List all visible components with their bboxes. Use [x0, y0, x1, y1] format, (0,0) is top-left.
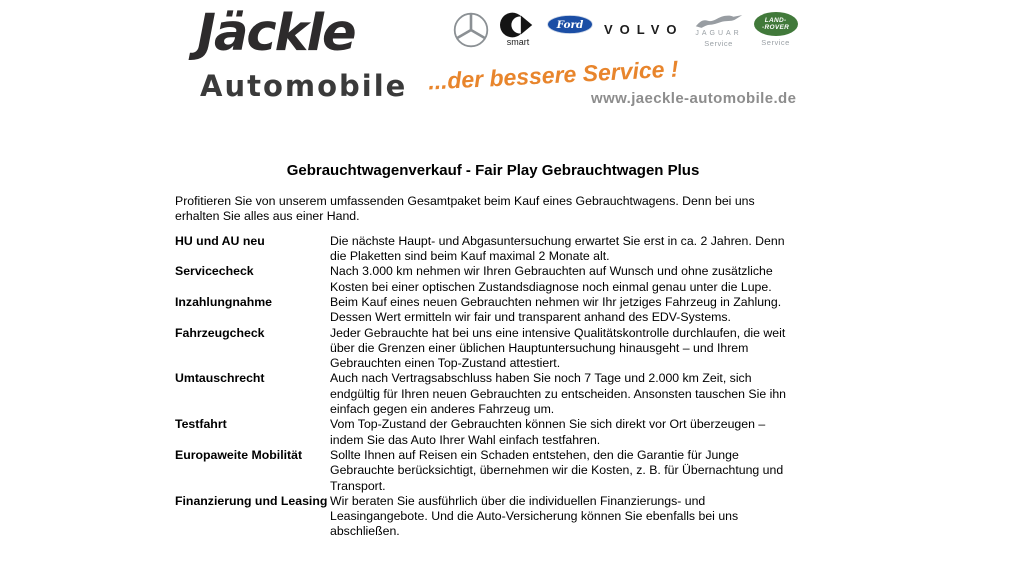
jaguar-service-label: Service [704, 39, 733, 48]
landrover-logo-icon [754, 12, 798, 47]
feature-label: Inzahlungnahme [175, 295, 273, 309]
list-item [175, 295, 811, 326]
feature-description: Auch nach Vertragsabschluss haben Sie noch 7 Tage und 2.000 km Zeit, sich endgültig für Ihren neuen Gebrauchten zu entscheiden. Ansonsten tauschen Sie ihn einfach gegen ein anderes Fahrzeug um. [330, 371, 786, 417]
feature-description: Nach 3.000 km nehmen wir Ihren Gebrauchten auf Wunsch und ohne zusätzliche Kosten bei einer optischen Zustandsdiagnose noch einmal genau unter die Lupe. [330, 264, 773, 294]
ford-oval-icon [547, 15, 593, 34]
page-title: Gebrauchtwagenverkauf - Fair Play Gebrauchtwagen Plus [286, 162, 700, 179]
list-item [175, 494, 811, 540]
intro-paragraph: Profitieren Sie von unserem umfassenden Gesamtpaket beim Kauf eines Gebrauchtwagens. Denn bei uns erhalten Sie alles aus einer Hand. [175, 194, 755, 224]
feature-description: Jeder Gebrauchte hat bei uns eine intensive Qualitätskontrolle durchlaufen, die weit über die Grenzen einer üblichen Hauptuntersuchung hinausgeht – und Ihrem Gebrauchten einen Top-Zustand attestiert. [330, 325, 786, 371]
mercedes-star-icon [453, 12, 489, 48]
content-area [175, 161, 811, 540]
landrover-service-label: Service [761, 38, 790, 47]
landrover-oval-icon [754, 12, 798, 36]
list-item [175, 326, 811, 372]
dealer-tagline: ...der bessere Service ! [427, 55, 680, 95]
feature-description: Sollte Ihnen auf Reisen ein Schaden entstehen, den die Garantie für Junge Gebrauchte berücksichtigt, übernehmen wir die Kosten, z. B. für Übernachtung und Transport. [330, 447, 784, 493]
list-item [175, 264, 811, 295]
volvo-logo-icon [604, 12, 684, 37]
dealer-website-url: www.jaeckle-automobile.de [591, 90, 797, 107]
feature-label: Finanzierung und Leasing [175, 493, 328, 508]
feature-description: Vom Top-Zustand der Gebrauchten können Sie sich direkt vor Ort überzeugen – indem Sie das Auto Ihrer Wahl einfach testfahren. [330, 417, 766, 447]
feature-label: Servicecheck [175, 264, 254, 279]
jaguar-leaper-icon [695, 14, 743, 29]
feature-label: Europaweite Mobilität [175, 447, 303, 462]
mercedes-logo-icon [453, 12, 489, 48]
list-item [175, 448, 811, 494]
list-item [175, 234, 811, 265]
brand-logos-row [453, 12, 798, 48]
feature-description: Beim Kauf eines neuen Gebrauchten nehmen wir Ihr jetziges Fahrzeug in Zahlung. Dessen Wert ermitteln wir fair und transparent anhand des EDV-Systems. [330, 295, 782, 325]
jaguar-wordmark: JAGUAR [695, 30, 742, 37]
list-item [175, 371, 811, 417]
feature-list [175, 234, 811, 540]
list-item [175, 417, 811, 448]
ford-logo-icon [547, 15, 593, 34]
feature-label: HU und AU neu [175, 233, 265, 248]
landrover-wordmark-line2: -ROVER [762, 24, 790, 31]
dealer-logo-wordmark: Jäckle [197, 4, 355, 63]
smart-mark-icon [500, 12, 536, 38]
svg-text:Ford: Ford [556, 19, 584, 31]
feature-label: Fahrzeugcheck [175, 325, 265, 340]
smart-logo-label: smart [506, 37, 530, 47]
feature-label: Testfahrt [175, 417, 227, 432]
smart-logo-icon [500, 12, 536, 47]
volvo-wordmark: VOLVO [604, 22, 684, 37]
jaguar-logo-icon [695, 14, 743, 48]
feature-description: Die nächste Haupt- und Abgasuntersuchung erwartet Sie erst in ca. 2 Jahren. Denn die Plaketten sind beim Kauf maximal 2 Monate alt. [330, 233, 785, 264]
landrover-wordmark-line1: LAND- [764, 17, 787, 24]
feature-description: Wir beraten Sie ausführlich über die individuellen Finanzierungs- und Leasingangebote. Und die Auto-Versicherung können Sie ebenfalls bei uns abschließen. [330, 493, 739, 539]
dealer-logo-subtitle: Automobile [200, 69, 408, 103]
feature-label: Umtauschrecht [175, 371, 265, 386]
